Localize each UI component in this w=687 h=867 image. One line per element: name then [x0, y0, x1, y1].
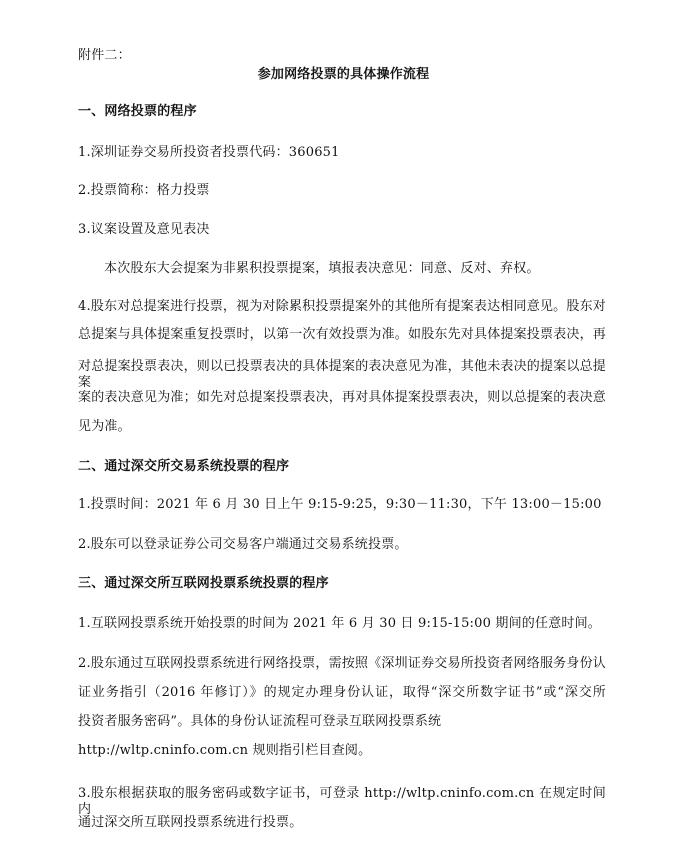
- paragraph-line: 通过深交所互联网投票系统进行投票。: [78, 815, 303, 830]
- paragraph: 3.议案设置及意见表决: [78, 222, 210, 237]
- paragraph: 1.投票时间：2021 年 6 月 30 日上午 9:15-9:25，9:30－11:30，下午 13:00－15:00: [78, 497, 602, 512]
- document-title: 参加网络投票的具体操作流程: [257, 67, 430, 82]
- section-2-heading: 二、通过深交所交易系统投票的程序: [78, 459, 290, 474]
- attachment-label: 附件二：: [78, 48, 131, 63]
- section-3-heading: 三、通过深交所互联网投票系统投票的程序: [78, 576, 329, 591]
- paragraph-line: 见为准。: [78, 419, 131, 434]
- paragraph-line: 对总提案投票表决，则以已投票表决的具体提案的表决意见为准，其他未表决的提案以总提案: [78, 359, 607, 390]
- paragraph: 2.股东可以登录证券公司交易客户端通过交易系统投票。: [78, 537, 408, 552]
- paragraph-line: 4.股东对总提案进行投票，视为对除累积投票提案外的其他所有提案表达相同意见。股东对: [78, 299, 606, 314]
- paragraph: 1.互联网投票系统开始投票的时间为 2021 年 6 月 30 日 9:15-15:00 期间的任意时间。: [78, 616, 602, 631]
- paragraph-line: 3.股东根据获取的服务密码或数字证书，可登录 http://wltp.cninfo.com.cn 在规定时间内: [78, 786, 606, 817]
- paragraph: 1.深圳证券交易所投资者投票代码：360651: [78, 145, 340, 160]
- paragraph: 本次股东大会提案为非累积投票提案，填报表决意见：同意、反对、弃权。: [104, 261, 540, 276]
- paragraph-line: 投资者服务密码”。具体的身份认证流程可登录互联网投票系统: [78, 714, 442, 729]
- paragraph-line: 2.股东通过互联网投票系统进行网络投票，需按照《深圳证券交易所投资者网络服务身份认: [78, 656, 606, 671]
- paragraph-line: http://wltp.cninfo.com.cn 规则指引栏目查阅。: [78, 743, 372, 758]
- paragraph-line: 总提案与具体提案重复投票时，以第一次有效投票为准。如股东先对具体提案投票表决，再: [78, 327, 607, 342]
- section-1-heading: 一、网络投票的程序: [78, 104, 197, 119]
- paragraph-line: 案的表决意见为准；如先对总提案投票表决，再对具体提案投票表决，则以总提案的表决意: [78, 390, 607, 405]
- paragraph-line: 证业务指引（2016 年修订）》的规定办理身份认证，取得“深交所数字证书”或“深交所: [78, 685, 606, 700]
- paragraph: 2.投票简称：格力投票: [78, 183, 210, 198]
